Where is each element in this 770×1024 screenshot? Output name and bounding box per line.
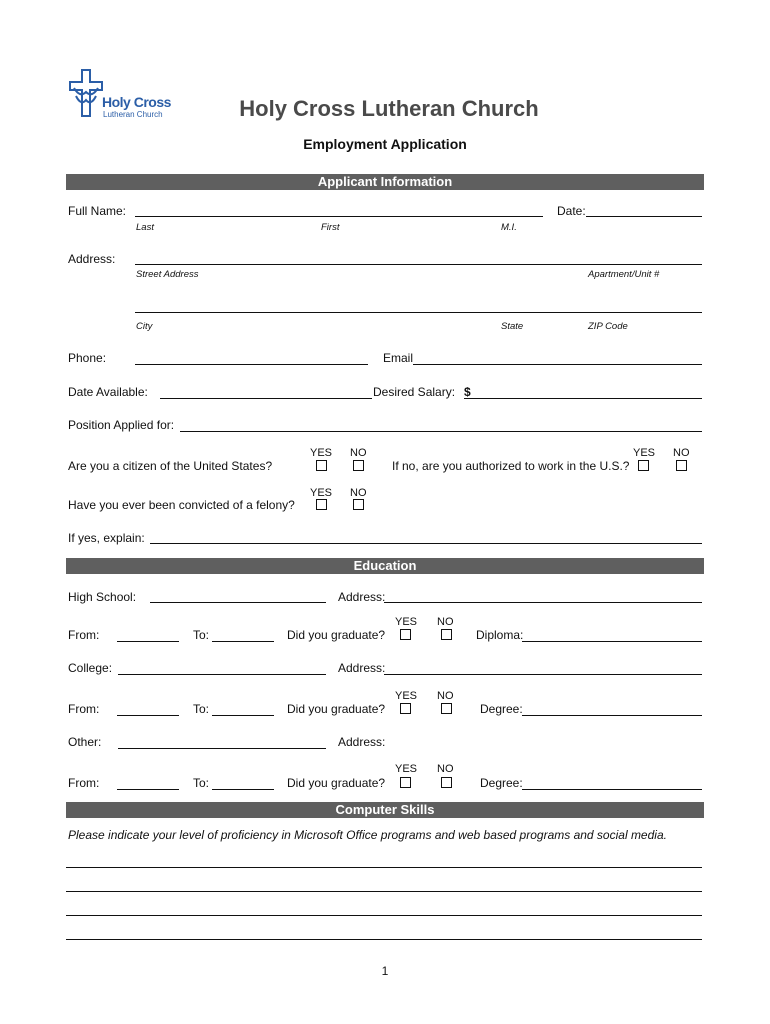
logo-line1: Holy Cross xyxy=(102,94,171,110)
citizen-no-label: NO xyxy=(350,447,367,459)
felony-no-checkbox[interactable] xyxy=(353,499,364,510)
college-degree-field[interactable] xyxy=(522,715,702,716)
hs-to-field[interactable] xyxy=(212,641,274,642)
college-address-field[interactable] xyxy=(384,674,702,675)
authorized-no-label: NO xyxy=(673,447,690,459)
computer-skills-line-4[interactable] xyxy=(66,939,702,940)
phone-field[interactable] xyxy=(135,364,368,365)
other-yes-label: YES xyxy=(395,763,418,775)
page-subtitle: Employment Application xyxy=(303,136,467,152)
phone-label: Phone: xyxy=(68,351,107,365)
citizen-yes-label: YES xyxy=(310,447,333,459)
desired-salary-label: Desired Salary: xyxy=(373,385,456,399)
date-label: Date: xyxy=(557,204,586,218)
page-title: Holy Cross Lutheran Church xyxy=(239,96,539,121)
high-school-label: High School: xyxy=(68,590,137,604)
authorized-question: If no, are you authorized to work in the U.S.? xyxy=(392,459,630,473)
other-from-label: From: xyxy=(68,776,100,790)
first-caption: First xyxy=(321,222,340,233)
zip-caption: ZIP Code xyxy=(588,321,628,332)
explain-field[interactable] xyxy=(150,543,702,544)
date-field[interactable] xyxy=(586,216,702,217)
diploma-label: Diploma: xyxy=(476,628,524,642)
date-available-label: Date Available: xyxy=(68,385,148,399)
computer-skills-line-3[interactable] xyxy=(66,915,702,916)
other-no-checkbox[interactable] xyxy=(441,777,452,788)
street-address-field[interactable] xyxy=(135,264,702,265)
diploma-field[interactable] xyxy=(522,641,702,642)
college-no-label: NO xyxy=(437,690,454,702)
other-to-label: To: xyxy=(193,776,210,790)
other-no-label: NO xyxy=(437,763,454,775)
other-graduate-question: Did you graduate? xyxy=(287,776,386,790)
college-to-label: To: xyxy=(193,702,210,716)
mi-caption: M.I. xyxy=(501,222,517,233)
logo-line2: Lutheran Church xyxy=(103,110,163,119)
authorized-yes-label: YES xyxy=(633,447,656,459)
high-school-field[interactable] xyxy=(150,602,326,603)
college-yes-label: YES xyxy=(395,690,418,702)
page-number: 1 xyxy=(381,964,389,978)
high-school-address-label: Address: xyxy=(338,590,386,604)
other-yes-checkbox[interactable] xyxy=(400,777,411,788)
authorized-no-checkbox[interactable] xyxy=(676,460,687,471)
felony-yes-checkbox[interactable] xyxy=(316,499,327,510)
college-to-field[interactable] xyxy=(212,715,274,716)
date-available-field[interactable] xyxy=(160,398,372,399)
apt-caption: Apartment/Unit # xyxy=(588,269,660,280)
section-applicant-information: Applicant Information xyxy=(66,174,704,190)
hs-no-label: NO xyxy=(437,616,454,628)
felony-question: Have you ever been convicted of a felony? xyxy=(68,498,295,512)
college-no-checkbox[interactable] xyxy=(441,703,452,714)
college-label: College: xyxy=(68,661,113,675)
other-field[interactable] xyxy=(118,748,326,749)
hs-to-label: To: xyxy=(193,628,210,642)
other-label: Other: xyxy=(68,735,102,749)
citizen-question: Are you a citizen of the United States? xyxy=(68,459,273,473)
hs-yes-checkbox[interactable] xyxy=(400,629,411,640)
desired-salary-field[interactable] xyxy=(464,398,702,399)
hs-from-label: From: xyxy=(68,628,100,642)
hs-graduate-question: Did you graduate? xyxy=(287,628,386,642)
college-field[interactable] xyxy=(118,674,326,675)
college-yes-checkbox[interactable] xyxy=(400,703,411,714)
hs-from-field[interactable] xyxy=(117,641,179,642)
email-field[interactable] xyxy=(413,364,702,365)
high-school-address-field[interactable] xyxy=(384,602,702,603)
citizen-yes-checkbox[interactable] xyxy=(316,460,327,471)
other-degree-label: Degree: xyxy=(480,776,523,790)
computer-skills-instruction: Please indicate your level of proficiency in Microsoft Office programs and web based programs and social media. xyxy=(68,828,667,842)
last-caption: Last xyxy=(136,222,154,233)
college-address-label: Address: xyxy=(338,661,386,675)
computer-skills-line-2[interactable] xyxy=(66,891,702,892)
college-graduate-question: Did you graduate? xyxy=(287,702,386,716)
other-degree-field[interactable] xyxy=(522,789,702,790)
citizen-no-checkbox[interactable] xyxy=(353,460,364,471)
full-name-field[interactable] xyxy=(135,216,543,217)
computer-skills-line-1[interactable] xyxy=(66,867,702,868)
college-from-field[interactable] xyxy=(117,715,179,716)
section-education: Education xyxy=(66,558,704,574)
section-computer-skills: Computer Skills xyxy=(66,802,704,818)
address-label: Address: xyxy=(68,252,116,266)
other-address-label: Address: xyxy=(338,735,386,749)
felony-yes-label: YES xyxy=(310,487,333,499)
city-field[interactable] xyxy=(135,312,702,313)
position-label: Position Applied for: xyxy=(68,418,175,432)
college-from-label: From: xyxy=(68,702,100,716)
state-caption: State xyxy=(501,321,524,332)
email-label: Email xyxy=(383,351,414,365)
hs-no-checkbox[interactable] xyxy=(441,629,452,640)
explain-label: If yes, explain: xyxy=(68,531,145,545)
other-from-field[interactable] xyxy=(117,789,179,790)
currency-symbol: $ xyxy=(464,385,471,399)
hs-yes-label: YES xyxy=(395,616,418,628)
other-to-field[interactable] xyxy=(212,789,274,790)
college-degree-label: Degree: xyxy=(480,702,523,716)
felony-no-label: NO xyxy=(350,487,367,499)
authorized-yes-checkbox[interactable] xyxy=(638,460,649,471)
street-caption: Street Address xyxy=(136,269,199,280)
city-caption: City xyxy=(136,321,153,332)
position-field[interactable] xyxy=(180,431,702,432)
full-name-label: Full Name: xyxy=(68,204,127,218)
